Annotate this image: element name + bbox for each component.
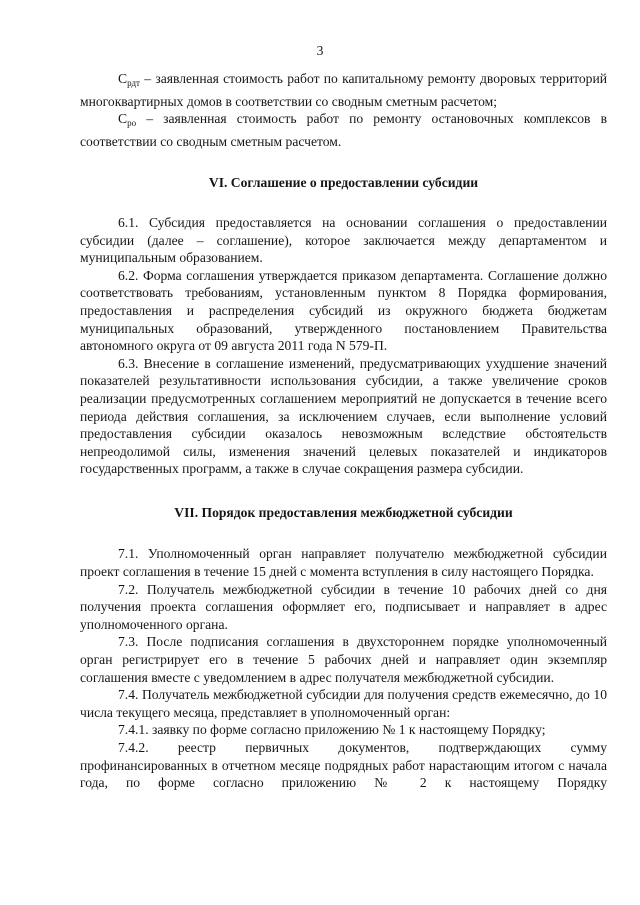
section-6-heading: VI. Соглашение о предоставлении субсидии [208, 175, 479, 191]
definition-subscript: рдт [127, 78, 140, 88]
paragraph-6-2: 6.2. Форма соглашения утверждается приказом департамента. Соглашение должно соответствовать требованиям, установленным пунктом 8 Порядка формирования, предоставления и распределения субсидий из окружного бюджета бюджетам муниципальных образований, утвержденного постановлением Правительства автономного округа от 09 августа 2011 года N 579-П. [80, 267, 607, 354]
paragraph-7-1: 7.1. Уполномоченный орган направляет получателю межбюджетной субсидии проект соглашения в течение 15 дней с момента вступления в силу настоящего Порядка. [80, 546, 607, 580]
paragraph-6-3: 6.3. Внесение в соглашение изменений, предусматривающих ухудшение значений показателей результативности использования субсидии, а также увеличение сроков реализации предусмотренных соглашением мероприятий не допускается в течение всего периода действия соглашения, за исключением случаев, если выполнение условий предоставления субсидии оказалось невозможным вследствие обстоятельств непреодолимой силы, изменения значений целевых показателей и индикаторов государственных программ, а также в случае сокращения размера субсидии. [80, 355, 607, 477]
definition-subscript: ро [127, 118, 137, 129]
paragraph-7-4-1: 7.4.1. заявку по форме согласно приложению № 1 к настоящему Порядку; [118, 722, 546, 738]
paragraph-7-4-2: 7.4.2. реестр первичных документов, подтверждающих сумму профинансированных в отчетном месяце подрядных работ нарастающим итогом с начала года, по форме согласно приложению № 2 к настоящему Порядку [80, 740, 607, 791]
section-7-heading: VII. Порядок предоставления межбюджетной субсидии [174, 504, 513, 520]
definition-cro [80, 110, 607, 150]
paragraph-7-3: 7.3. После подписания соглашения в двухстороннем порядке уполномоченный орган регистрирует его в течение 5 рабочих дней и направляет один экземпляр соглашения вместе с уведомлением в адрес получателя межбюджетной субсидии. [80, 634, 607, 685]
definition-text: – заявленная стоимость работ по ремонту остановочных комплексов в соответствии со сводным сметным расчетом. [80, 111, 607, 149]
paragraph-7-2: 7.2. Получатель межбюджетной субсидии в течение 10 рабочих дней со дня получения проекта соглашения оформляет его, подписывает и направляет в адрес уполномоченного органа. [80, 581, 607, 632]
definition-symbol: С [118, 111, 128, 127]
page-number: 3 [316, 43, 324, 58]
paragraph-6-1: 6.1. Субсидия предоставляется на основании соглашения о предоставлении субсидии (далее – соглашение), которое заключается между департаментом и муниципальным образованием. [80, 214, 607, 266]
definition-symbol: С [118, 71, 128, 86]
definition-crdt [80, 70, 607, 110]
definition-text: – заявленная стоимость работ по капитальному ремонту дворовых территорий многоквартирных домов в соответствии со сводным сметным расчетом; [80, 71, 607, 109]
page-content [80, 70, 607, 792]
paragraph-7-4: 7.4. Получатель межбюджетной субсидии для получения средств ежемесячно, до 10 числа текущего месяца, представляет в уполномоченный орган: [80, 687, 607, 720]
